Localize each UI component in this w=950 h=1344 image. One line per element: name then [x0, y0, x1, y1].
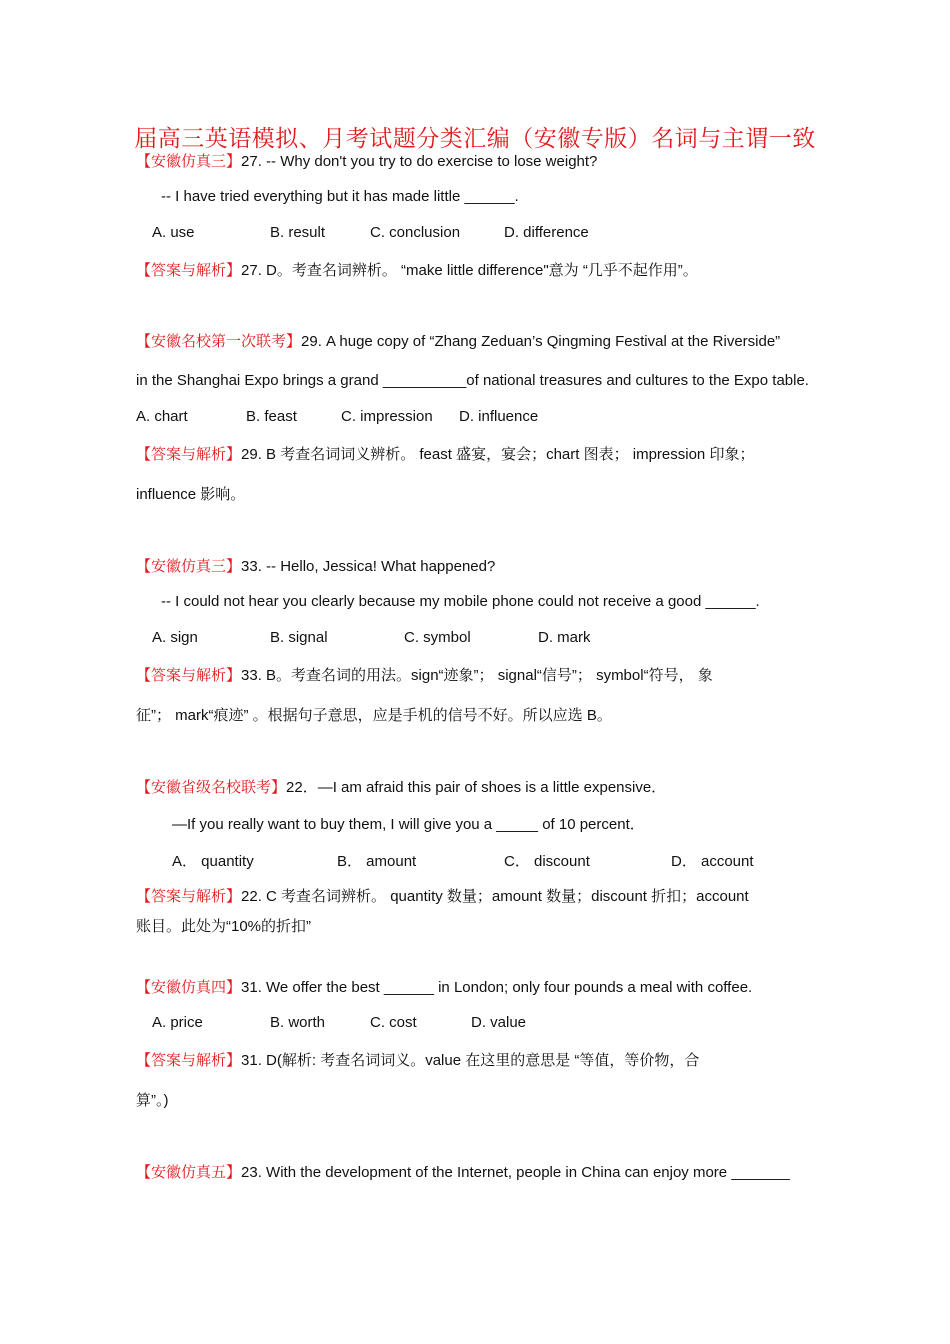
option-a: A. use: [152, 224, 195, 241]
question-stem: 23. With the development of the Internet, people in China can enjoy more _______: [241, 1164, 790, 1181]
option-a: A. sign: [152, 629, 198, 646]
question-33: [136, 556, 816, 577]
answer-22: [136, 886, 816, 907]
source-tag: 【安徽名校第一次联考】: [136, 332, 302, 350]
answer-continuation: 算”。): [136, 1092, 169, 1109]
question-stem: 22．—I am afraid this pair of shoes is a little expensive．: [286, 779, 667, 796]
option-d: D. difference: [504, 224, 589, 241]
answer-text: 33. B。考查名词的用法。sign“迹象”； signal“信号”； symbol“符号， 象: [241, 667, 713, 684]
answer-tag: 【答案与解析】: [136, 666, 242, 684]
answer-tag: 【答案与解析】: [136, 1051, 242, 1069]
question-dialog-line: -- I have tried everything but it has made little ______.: [161, 188, 519, 205]
option-b: B. worth: [270, 1014, 326, 1031]
source-tag: 【安徽仿真五】: [136, 1163, 242, 1181]
answer-tag: 【答案与解析】: [136, 261, 242, 279]
option-a: A． quantity: [172, 853, 254, 870]
option-a: A. chart: [136, 408, 188, 425]
question-27: [136, 151, 816, 172]
answer-text: 27. D。考查名词辨析。 “make little difference"意为 “几乎不起作用”。: [241, 262, 698, 279]
answer-continuation: 账目。此处为“10%的折扣”: [136, 918, 312, 935]
option-b: B. result: [270, 224, 326, 241]
question-22: [136, 777, 816, 798]
option-b: B. feast: [246, 408, 297, 425]
answer-tag: 【答案与解析】: [136, 445, 242, 463]
question-31: [136, 977, 816, 998]
option-a: A. price: [152, 1014, 203, 1031]
option-c: C. impression: [341, 408, 433, 425]
option-b: B. signal: [270, 629, 328, 646]
option-c: C. symbol: [404, 629, 471, 646]
answer-31: [136, 1050, 816, 1071]
answer-continuation: 征”； mark“痕迹” 。根据句子意思，应是手机的信号不好。所以应选 B。: [136, 707, 612, 724]
option-b: B． amount: [337, 853, 417, 870]
page-title: 届高三英语模拟、月考试题分类汇编（安徽专版）名词与主谓一致: [134, 126, 816, 152]
source-tag: 【安徽仿真三】: [136, 152, 242, 170]
answer-text: 22. C 考查名词辨析。 quantity 数量；amount 数量；discount 折扣；account: [241, 888, 749, 905]
option-d: D. value: [471, 1014, 527, 1031]
question-stem: 29. A huge copy of “Zhang Zeduan’s Qingming Festival at the Riverside”: [301, 333, 781, 350]
question-dialog-line: —If you really want to buy them, I will give you a _____ of 10 percent．: [172, 816, 645, 833]
option-c: C． discount: [504, 853, 590, 870]
option-c: C. conclusion: [370, 224, 461, 241]
answer-continuation: influence 影响。: [136, 486, 246, 503]
question-29: [136, 331, 816, 352]
question-stem: 27. -- Why don't you try to do exercise to lose weight?: [241, 153, 598, 170]
option-d: D. mark: [538, 629, 591, 646]
question-continuation: in the Shanghai Expo brings a grand __________of national treasures and cultures to the Expo table.: [136, 372, 809, 389]
answer-27: [136, 260, 816, 281]
answer-text: 31. D(解析: 考查名词词义。value 在这里的意思是 “等值，等价物，合: [241, 1052, 700, 1069]
option-d: D. influence: [459, 408, 539, 425]
source-tag: 【安徽仿真四】: [136, 978, 242, 996]
option-d: D． account: [671, 853, 754, 870]
answer-tag: 【答案与解析】: [136, 887, 242, 905]
answer-text: 29. B 考查名词词义辨析。 feast 盛宴，宴会；chart 图表； impression 印象；: [241, 446, 755, 463]
question-stem: 31. We offer the best ______ in London; only four pounds a meal with coffee.: [241, 979, 753, 996]
source-tag: 【安徽省级名校联考】: [136, 778, 287, 796]
answer-33: [136, 665, 816, 686]
option-c: C. cost: [370, 1014, 417, 1031]
question-dialog-line: -- I could not hear you clearly because my mobile phone could not receive a good ______.: [161, 593, 760, 610]
question-stem: 33. -- Hello, Jessica! What happened?: [241, 558, 496, 575]
question-23: [136, 1162, 816, 1183]
source-tag: 【安徽仿真三】: [136, 557, 242, 575]
answer-29: [136, 444, 816, 465]
